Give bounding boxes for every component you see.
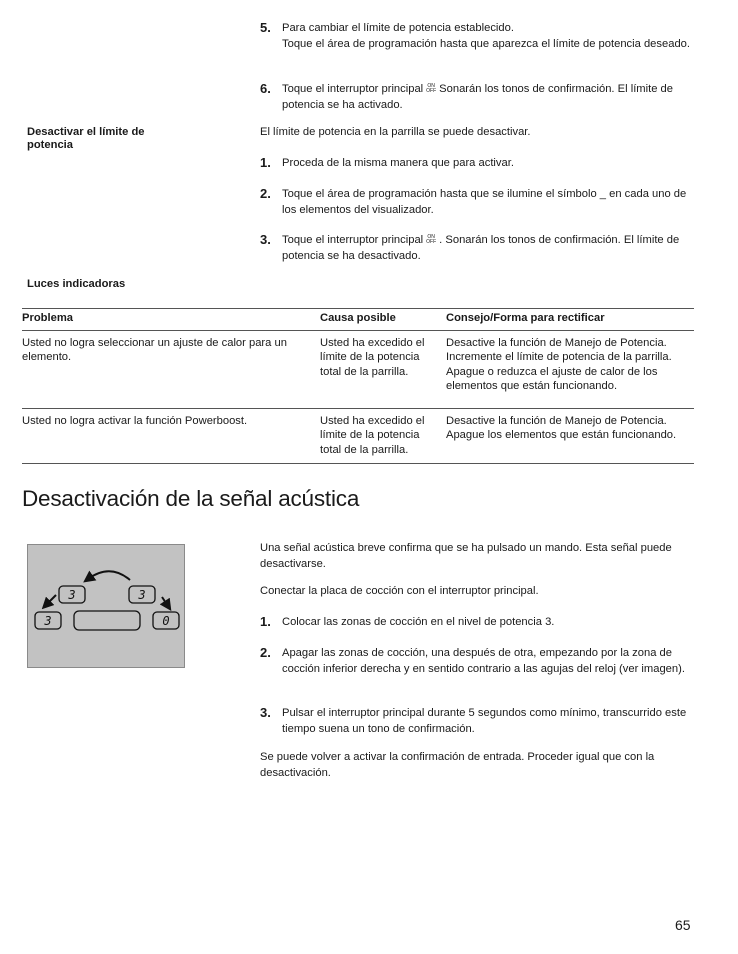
cell-advice: Desactive la función de Manejo de Potencia. Incremente el límite de potencia de la parrilla. Apague o reduzca el ajuste de calor de los elementos que están funcionando. [446, 330, 694, 408]
step-text-after: . Sonarán los tonos de confirmación. El límite de potencia se ha desactivado. [282, 234, 680, 262]
svg-text:3: 3 [44, 614, 52, 628]
step-text: Pulsar el interruptor principal durante 5 segundos como mínimo, transcurrido este tiempo suena un tono de confirmación. [282, 707, 687, 735]
section-title-acoustic: Desactivación de la señal acústica [22, 486, 360, 511]
svg-text:0: 0 [162, 614, 170, 628]
deactivate-step-1 [260, 156, 696, 172]
svg-text:3: 3 [68, 588, 76, 602]
step-number: 3. [260, 232, 271, 247]
digit-box-bottom-left [35, 612, 61, 629]
step-number: 2. [260, 186, 271, 201]
acoustic-outro: Se puede volver a activar la confirmación de entrada. Proceder igual que con la desactivación. [260, 751, 655, 779]
cell-advice: Desactive la función de Manejo de Potencia. Apague los elementos que están funcionando. [446, 408, 694, 464]
step-text: Toque el área de programación hasta que se ilumine el símbolo _ en cada uno de los elementos del visualizador. [282, 188, 687, 216]
step-text: Proceda de la misma manera que para activar. [282, 157, 514, 169]
step-number: 2. [260, 645, 271, 660]
digit-box-bottom-right [153, 612, 179, 629]
column-header-cause: Causa posible [312, 309, 446, 331]
digit-box-top-right [129, 586, 155, 603]
arrow-right-icon [162, 597, 168, 606]
section-label-deactivate: Desactivar el límite de potencia [27, 126, 145, 151]
arrow-top-icon [88, 571, 130, 580]
step-number: 3. [260, 705, 271, 720]
column-header-problem: Problema [22, 309, 312, 331]
cooktop-display-figure [27, 544, 185, 668]
step-text: Para cambiar el límite de potencia establecido. Toque el área de programación hasta que aparezca el límite de potencia deseado. [282, 22, 690, 50]
step-6 [260, 82, 696, 113]
step-text: Colocar las zonas de cocción en el nivel de potencia 3. [282, 616, 555, 628]
acoustic-intro-1: Una señal acústica breve confirma que se ha pulsado un mando. Esta señal puede desactivarse. [260, 542, 672, 570]
cooktop-diagram-svg [28, 545, 184, 667]
cell-problem: Usted no logra seleccionar un ajuste de calor para un elemento. [22, 330, 312, 408]
table-row [22, 408, 694, 464]
digit-box-top-left [59, 586, 85, 603]
column-header-advice: Consejo/Forma para rectificar [446, 309, 694, 331]
on-off-icon: ON OFF [426, 234, 437, 246]
cell-cause: Usted ha excedido el límite de la potencia total de la parrilla. [312, 330, 446, 408]
page-number: 65 [675, 917, 691, 933]
section-label-indicator-lights: Luces indicadoras [27, 278, 126, 290]
acoustic-intro-2: Conectar la placa de cocción con el interruptor principal. [260, 585, 539, 597]
table-header-row [22, 309, 694, 331]
deactivate-step-3 [260, 233, 696, 264]
step-number: 1. [260, 155, 271, 170]
step-number: 5. [260, 20, 271, 35]
acoustic-step-3 [260, 706, 696, 737]
step-text: Apagar las zonas de cocción, una después de otra, empezando por la zona de cocción inferior derecha y en sentido contrario a las agujas del reloj (ver imagen). [282, 647, 685, 675]
step-number: 1. [260, 614, 271, 629]
step-text-before: Toque el interruptor principal [282, 234, 424, 246]
acoustic-step-2 [260, 646, 696, 677]
cell-cause: Usted ha excedido el límite de la potencia total de la parrilla. [312, 408, 446, 464]
step-5 [260, 21, 696, 52]
main-switch-area [74, 611, 140, 630]
cell-problem: Usted no logra activar la función Powerboost. [22, 408, 312, 464]
table-row [22, 330, 694, 408]
arrow-left-icon [46, 595, 56, 605]
acoustic-step-1 [260, 615, 696, 631]
step-text-after: Sonarán los tonos de confirmación. El límite de potencia se ha activado. [282, 83, 673, 111]
svg-text:3: 3 [138, 588, 146, 602]
troubleshooting-table [22, 308, 694, 464]
on-off-icon: ON OFF [426, 83, 437, 95]
step-number: 6. [260, 81, 271, 96]
deactivate-step-2 [260, 187, 696, 218]
step-text-before: Toque el interruptor principal [282, 83, 424, 95]
deactivate-intro: El límite de potencia en la parrilla se puede desactivar. [260, 126, 531, 138]
